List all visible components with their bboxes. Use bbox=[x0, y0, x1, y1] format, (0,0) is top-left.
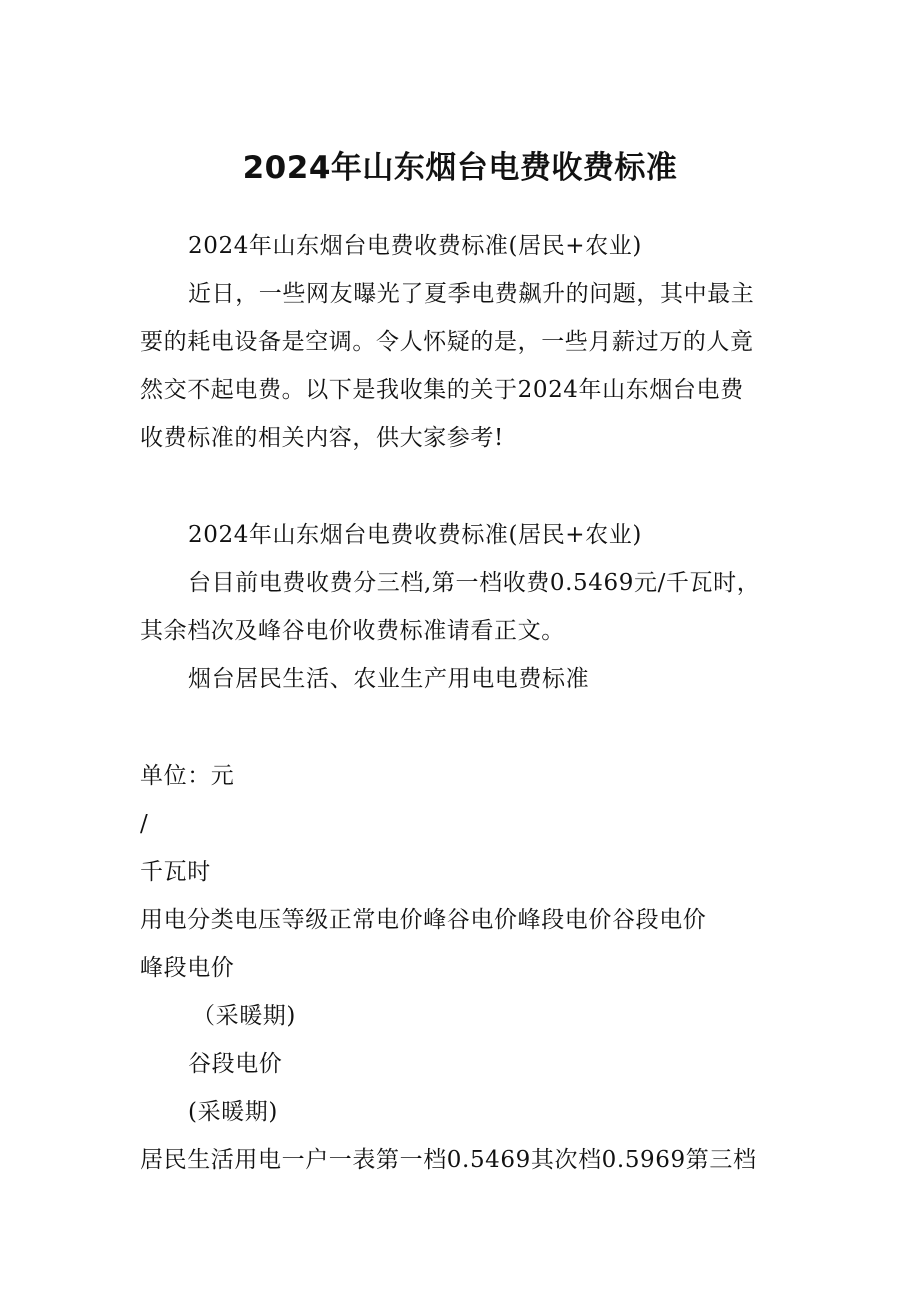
paragraph-line: 收费标准的相关内容，供大家参考! bbox=[140, 425, 504, 451]
table-text-line: （采暖期) bbox=[192, 1003, 296, 1029]
paragraph-line: 台目前电费收费分三档,第一档收费0.5469元/千瓦时， bbox=[188, 570, 761, 596]
paragraph-line: 2024年山东烟台电费收费标准(居民+农业) bbox=[188, 233, 642, 259]
table-text-line: 居民生活用电一户一表第一档0.5469其次档0.5969第三档 bbox=[140, 1147, 757, 1173]
paragraph-line: 2024年山东烟台电费收费标准(居民+农业) bbox=[188, 522, 642, 548]
paragraph-line: 近日，一些网友曝光了夏季电费飙升的问题，其中最主 bbox=[188, 281, 755, 307]
table-text-line: 谷段电价 bbox=[188, 1051, 283, 1077]
table-text-line: / bbox=[140, 811, 149, 837]
paragraph-line: 烟台居民生活、农业生产用电电费标准 bbox=[188, 666, 590, 692]
table-text-line: 单位：元 bbox=[140, 763, 235, 789]
paragraph-line: 要的耗电设备是空调。令人怀疑的是，一些月薪过万的人竟 bbox=[140, 329, 754, 355]
table-text-line: 千瓦时 bbox=[140, 859, 211, 885]
paragraph-line: 其余档次及峰谷电价收费标准请看正文。 bbox=[140, 618, 565, 644]
table-text-line: (采暖期) bbox=[188, 1099, 278, 1125]
document-title: 2024年山东烟台电费收费标准 bbox=[242, 150, 678, 186]
table-text-line: 用电分类电压等级正常电价峰谷电价峰段电价谷段电价 bbox=[140, 907, 707, 933]
paragraph-line: 然交不起电费。以下是我收集的关于2024年山东烟台电费 bbox=[140, 377, 744, 403]
table-text-line: 峰段电价 bbox=[140, 955, 235, 981]
